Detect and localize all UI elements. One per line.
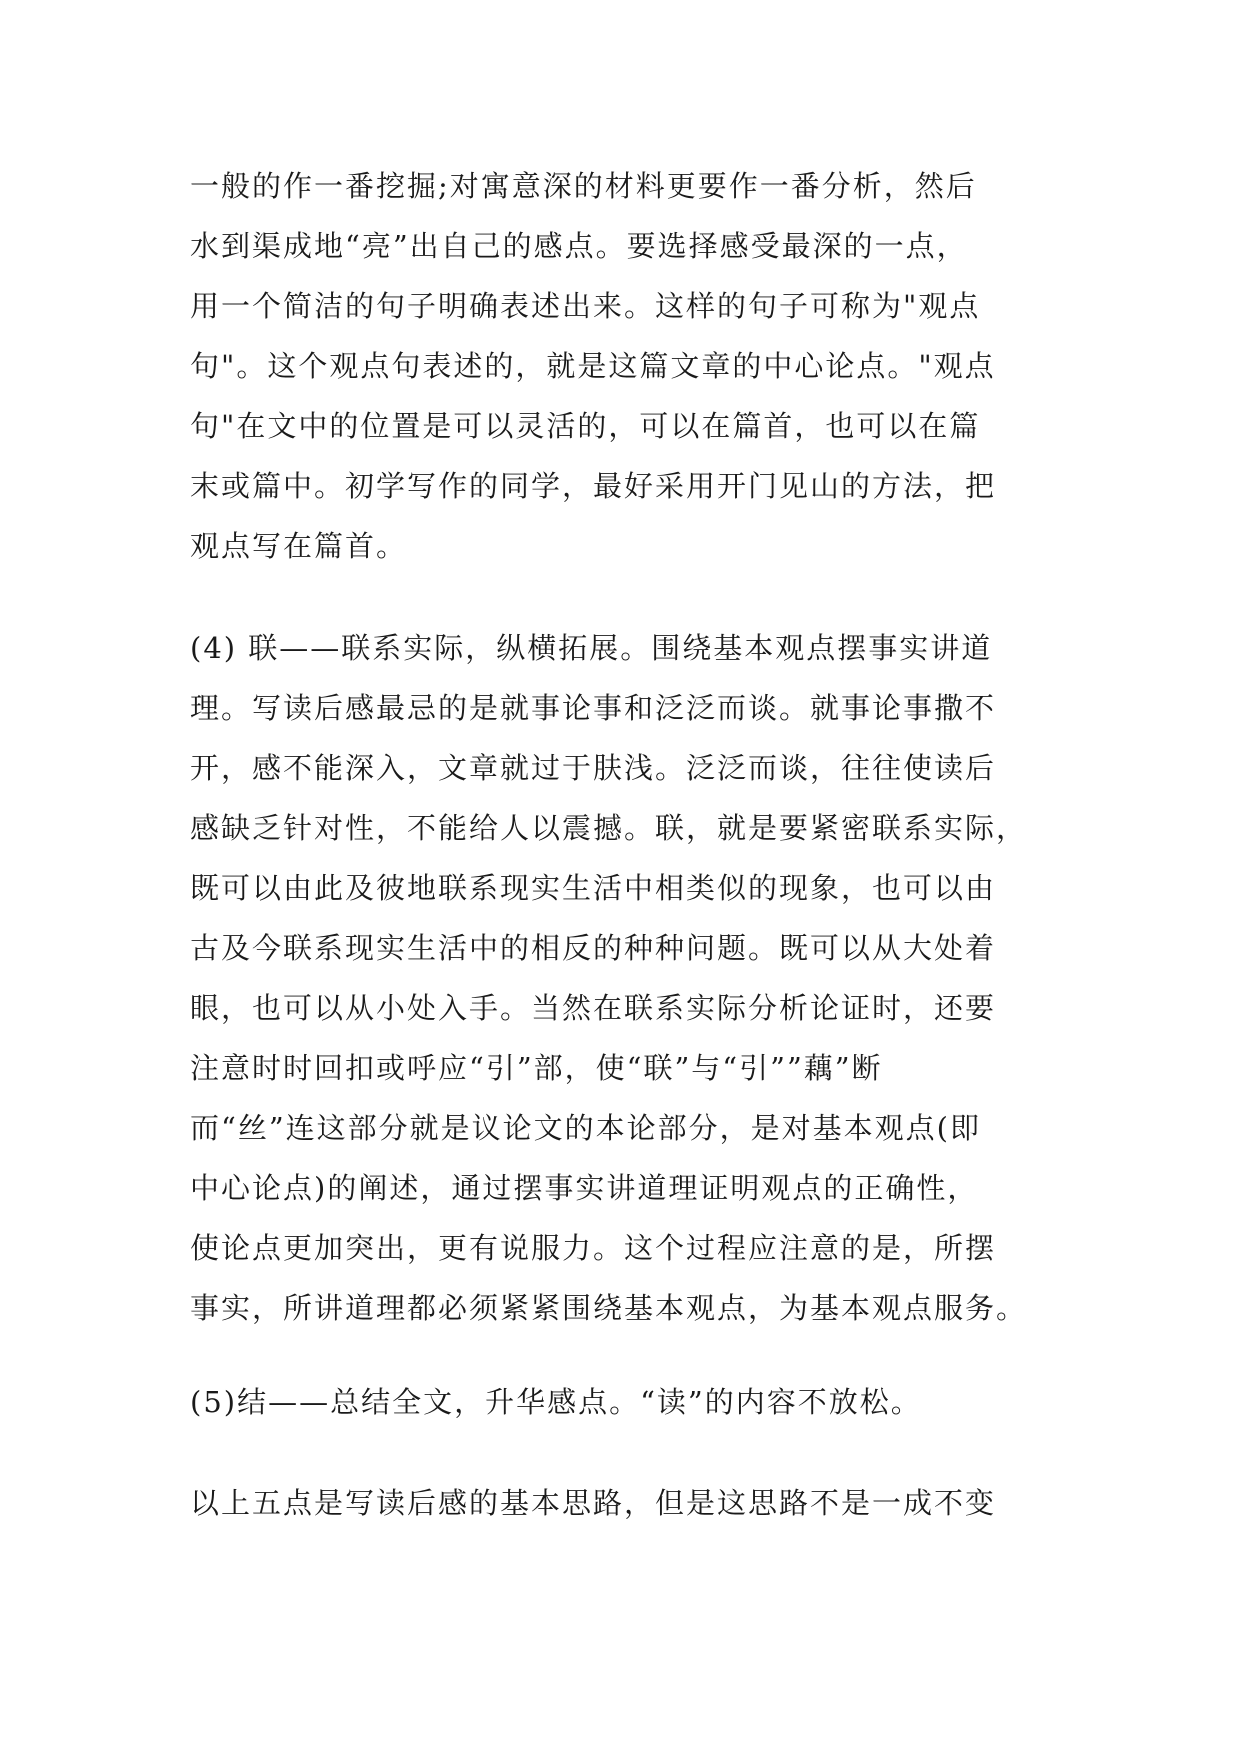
paragraph-section-5-conclude (190, 1372, 1070, 1432)
text-line: 以上五点是写读后感的基本思路，但是这思路不是一成不变 (190, 1486, 997, 1520)
paragraph-section-4-connect (190, 618, 1070, 1338)
text-line: 一般的作一番挖掘;对寓意深的材料更要作一番分析，然后 (190, 169, 977, 203)
text-line: 句"在文中的位置是可以灵活的，可以在篇首，也可以在篇 (190, 409, 981, 443)
text-line: (4) 联——联系实际，纵横拓展。围绕基本观点摆事实讲道 (190, 631, 993, 665)
text-line: 末或篇中。初学写作的同学，最好采用开门见山的方法，把 (190, 469, 997, 503)
text-line: 古及今联系现实生活中的相反的种种问题。既可以从大处着 (190, 931, 997, 965)
text-line: 事实，所讲道理都必须紧紧围绕基本观点，为基本观点服务。 (190, 1291, 1028, 1325)
text-line: 注意时时回扣或呼应“引”部，使“联”与“引””藕”断 (190, 1051, 883, 1085)
paragraph-viewpoint-sentence (190, 156, 1070, 576)
text-line: (5)结——总结全文，升华感点。“读”的内容不放松。 (190, 1385, 922, 1419)
text-line: 观点写在篇首。 (190, 529, 408, 563)
text-line: 眼，也可以从小处入手。当然在联系实际分析论证时，还要 (190, 991, 997, 1025)
paragraph-summary (190, 1473, 1070, 1533)
text-line: 用一个简洁的句子明确表述出来。这样的句子可称为"观点 (190, 289, 981, 323)
text-line: 句"。这个观点句表述的，就是这篇文章的中心论点。"观点 (190, 349, 996, 383)
text-line: 而“丝”连这部分就是议论文的本论部分，是对基本观点(即 (190, 1111, 981, 1145)
text-line: 理。写读后感最忌的是就事论事和泛泛而谈。就事论事撒不 (190, 691, 997, 725)
text-line: 既可以由此及彼地联系现实生活中相类似的现象，也可以由 (190, 871, 997, 905)
text-line: 开，感不能深入，文章就过于肤浅。泛泛而谈，往往使读后 (190, 751, 997, 785)
text-line: 水到渠成地“亮”出自己的感点。要选择感受最深的一点， (190, 229, 968, 263)
text-line: 中心论点)的阐述，通过摆事实讲道理证明观点的正确性， (190, 1171, 979, 1205)
text-line: 感缺乏针对性，不能给人以震撼。联，就是要紧密联系实际， (190, 811, 1028, 845)
text-line: 使论点更加突出，更有说服力。这个过程应注意的是，所摆 (190, 1231, 997, 1265)
